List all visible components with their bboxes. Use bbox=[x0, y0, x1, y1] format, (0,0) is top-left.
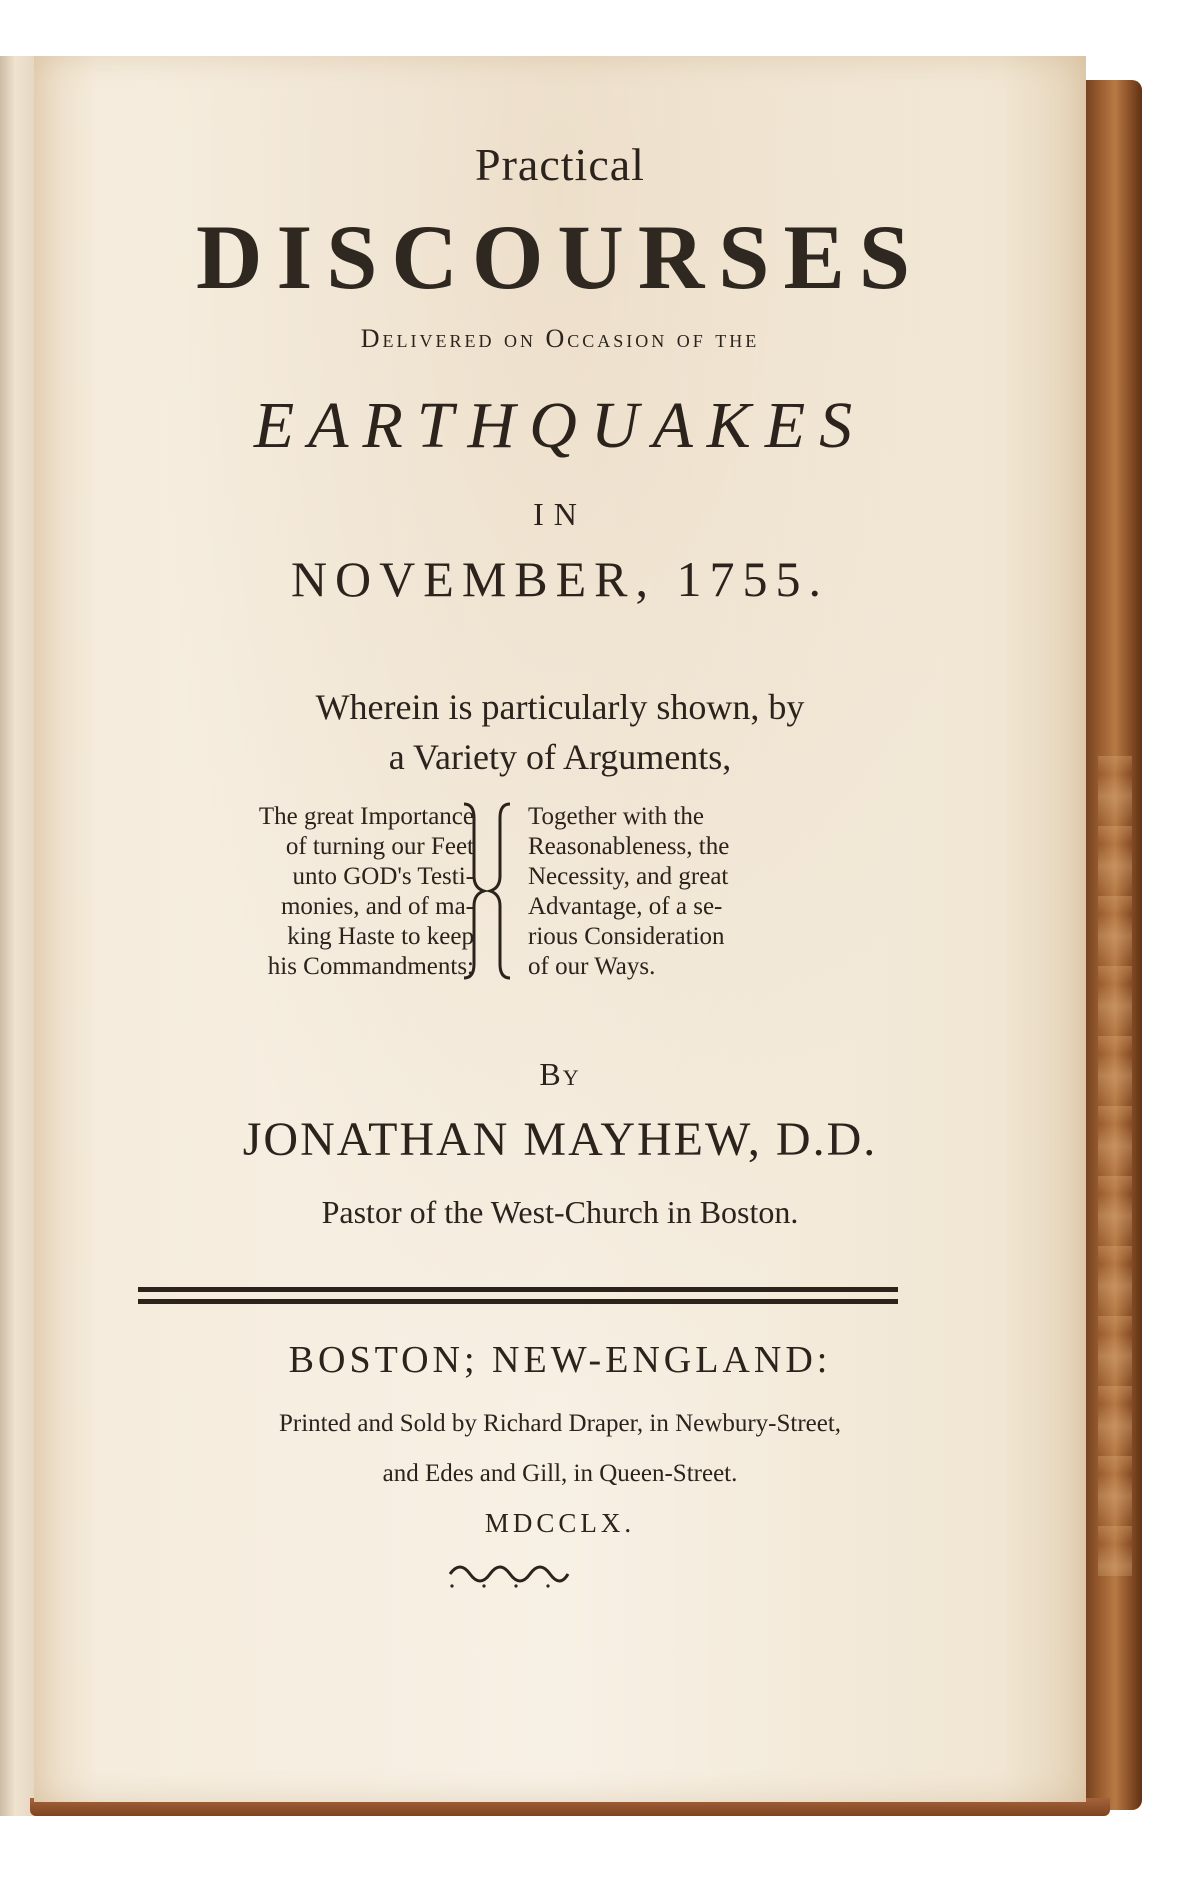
right-column-line: rious Consideration bbox=[528, 923, 725, 950]
author-name: JONATHAN MAYHEW, D.D. bbox=[242, 1113, 878, 1166]
left-column-line: The great Importance bbox=[258, 803, 474, 830]
book bbox=[0, 56, 1142, 1816]
imprint-city: BOSTON; NEW-ENGLAND: bbox=[288, 1339, 832, 1381]
title-date: NOVEMBER, 1755. bbox=[290, 551, 830, 607]
left-page-edge bbox=[0, 56, 35, 1816]
right-column-line: Together with the bbox=[528, 803, 704, 830]
right-column bbox=[528, 802, 858, 982]
left-column-line: unto GOD's Testi- bbox=[292, 863, 474, 890]
imprint-year: MDCCLX. bbox=[484, 1508, 636, 1538]
title-page bbox=[34, 56, 1086, 1802]
right-column-line: Reasonableness, the bbox=[528, 833, 730, 860]
title-practical: Practical bbox=[475, 139, 645, 190]
left-column-line: king Haste to keep bbox=[287, 923, 474, 950]
title-delivered: Delivered on Occasion of the bbox=[360, 324, 760, 353]
title-discourses: DISCOURSES bbox=[196, 206, 924, 308]
imprint-printer: Printed and Sold by Richard Draper, in Newbury-Street, bbox=[278, 1410, 842, 1437]
wherein-line-2: a Variety of Arguments, bbox=[388, 737, 732, 777]
left-column-line: of turning our Feet bbox=[285, 833, 474, 860]
spine-wear bbox=[1098, 756, 1132, 1576]
wherein-line-1: Wherein is particularly shown, by bbox=[315, 687, 805, 727]
double-rule bbox=[138, 1284, 898, 1308]
left-column-line: monies, and of ma- bbox=[280, 893, 474, 920]
right-column-line: Advantage, of a se- bbox=[528, 893, 723, 920]
right-column-line: Necessity, and great bbox=[528, 863, 729, 890]
imprint-sellers: and Edes and Gill, in Queen-Street. bbox=[382, 1460, 738, 1487]
by-line: By bbox=[539, 1056, 581, 1092]
author-title: Pastor of the West-Church in Boston. bbox=[321, 1194, 799, 1230]
left-column bbox=[144, 802, 474, 982]
brace-ornament bbox=[442, 796, 532, 986]
wavy-ornament bbox=[444, 1552, 574, 1592]
left-column-line: his Commandments; bbox=[267, 953, 474, 980]
right-column-line: of our Ways. bbox=[528, 953, 656, 980]
title-earthquakes: EARTHQUAKES bbox=[253, 389, 867, 462]
title-in: IN bbox=[533, 496, 587, 532]
